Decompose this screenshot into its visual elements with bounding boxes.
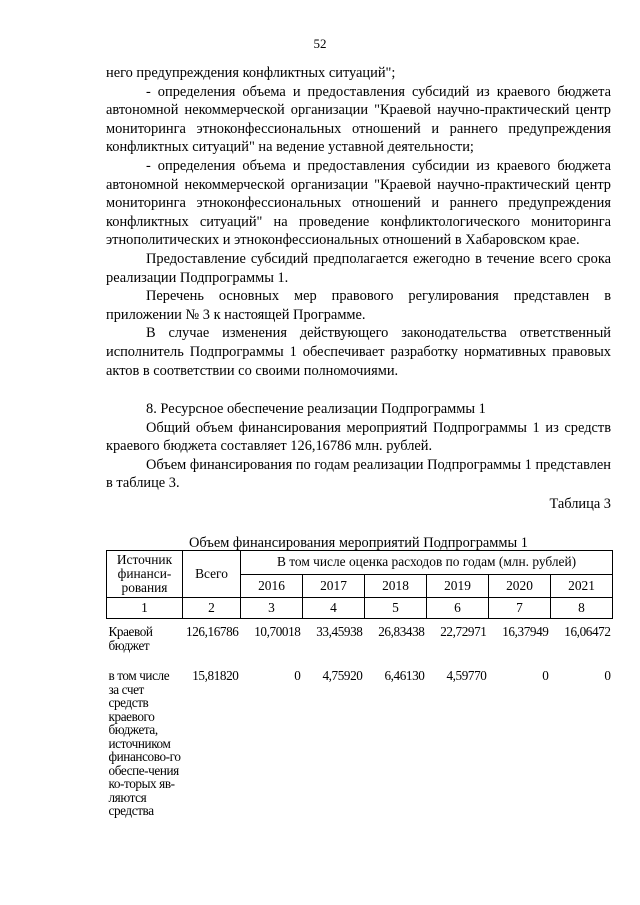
column-number-row [107, 598, 613, 619]
table-cell: 16,37949 [502, 624, 549, 639]
header-year: 2018 [365, 574, 427, 598]
table-title: Объем финансирования мероприятий Подпрограммы 1 [189, 534, 528, 551]
header-year: 2017 [303, 574, 365, 598]
table-cell: 4,59770 [446, 668, 487, 683]
header-year: 2019 [427, 574, 489, 598]
column-number: 2 [183, 598, 241, 619]
table-cell: 126,16786 [186, 624, 239, 639]
paragraph: Предоставление субсидий предполагается ежегодно в течение всего срока реализации Подпрограммы 1. [106, 250, 611, 286]
header-years-group: В том числе оценка расходов по годам (млн. рублей) [241, 551, 613, 575]
paragraph: В случае изменения действующего законодательства ответственный исполнитель Подпрограммы 1 обеспечивает разработку нормативных правовых актов в соответствии со своими полномочиями. [106, 325, 611, 379]
section-heading: 8. Ресурсное обеспечение реализации Подпрограммы 1 [146, 401, 486, 418]
table-cell: 15,81820 [192, 668, 239, 683]
paragraph: Объем финансирования по годам реализации Подпрограммы 1 представлен в таблице 3. [106, 456, 611, 492]
table-row [107, 663, 613, 818]
financing-table [106, 550, 613, 818]
header-year: 2020 [489, 574, 551, 598]
header-total: Всего [183, 551, 241, 598]
header-source: Источник финанси-рования [107, 551, 183, 598]
row-label: в том числе за счет средств краевого бюджета, источником финансово-го обеспе-чения ко-торых яв-ляются средства [108, 668, 181, 818]
column-number: 1 [107, 598, 183, 619]
paragraph: - определения объема и предоставления субсидий из краевого бюджета автономной некоммерческой организации "Краевой научно-практический центр мониторинга этноконфессиональных отношений и раннего предупреждения конфликтных ситуаций" на ведение уставной деятельности; [106, 83, 611, 156]
header-year: 2016 [241, 574, 303, 598]
column-number: 4 [303, 598, 365, 619]
table-cell: 16,06472 [564, 624, 611, 639]
table-cell: 10,70018 [254, 624, 301, 639]
table-cell: 6,46130 [384, 668, 425, 683]
table-cell: 22,72971 [440, 624, 487, 639]
column-number: 8 [551, 598, 613, 619]
column-number: 6 [427, 598, 489, 619]
column-number: 7 [489, 598, 551, 619]
table-cell: 26,83438 [378, 624, 425, 639]
row-label: Краевой бюджет [108, 624, 153, 653]
paragraph: Общий объем финансирования мероприятий Подпрограммы 1 из средств краевого бюджета составляет 126,16786 млн. рублей. [106, 419, 611, 455]
paragraph: - определения объема и предоставления субсидии из краевого бюджета автономной некоммерческой организации "Краевой научно-практический центр мониторинга этноконфессиональных отношений и раннего предупреждения конфликтных ситуаций" на проведение конфликтологического мониторинга этнополитических и этноконфессиональных отношений в Хабаровском крае. [106, 157, 611, 249]
paragraph: него предупреждения конфликтных ситуаций"; [106, 65, 396, 81]
document-body [106, 64, 611, 552]
table-label: Таблица 3 [549, 496, 611, 513]
table-cell: 0 [294, 668, 301, 683]
column-number: 5 [365, 598, 427, 619]
table-cell: 4,75920 [322, 668, 363, 683]
paragraph: Перечень основных мер правового регулирования представлен в приложении № 3 к настоящей Программе. [106, 288, 611, 323]
table-cell: 0 [604, 668, 611, 683]
table-cell: 0 [542, 668, 549, 683]
table-cell: 33,45938 [316, 624, 363, 639]
column-number: 3 [241, 598, 303, 619]
page-number: 52 [313, 36, 327, 51]
header-year: 2021 [551, 574, 613, 598]
table-row [107, 619, 613, 664]
